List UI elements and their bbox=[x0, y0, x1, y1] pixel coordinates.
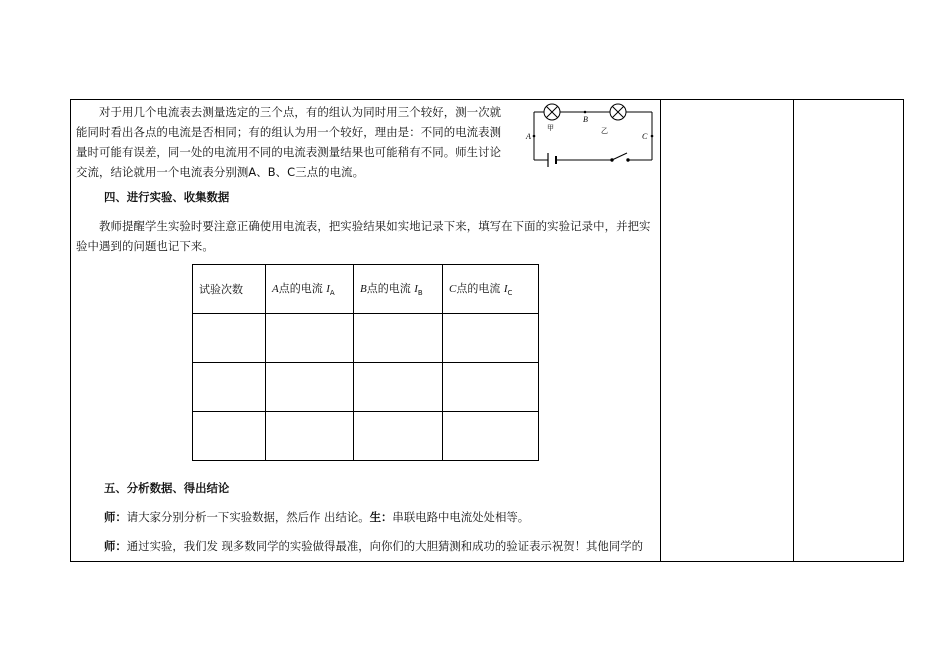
column-divider-1 bbox=[660, 99, 661, 561]
point-c-label: C bbox=[642, 132, 648, 141]
student-label: 生： bbox=[369, 510, 393, 524]
dialog-line-2 bbox=[104, 538, 643, 554]
header-point-c-current: C点的电流 $I_C$ bbox=[443, 265, 539, 314]
table-cell bbox=[443, 363, 539, 412]
instruction-paragraph: 教师提醒学生实验时要注意正确使用电流表，把实验结果如实地记录下来，填写在下面的实验记录中，并把实验中遇到的问题也记下来。 bbox=[76, 219, 651, 253]
teacher-text: 通过实验，我们发 现多数同学的实验做得最准，向你们的大胆猜测和成功的验证表示祝贺！其他同学的 bbox=[126, 539, 643, 553]
lamp-1-icon bbox=[544, 104, 560, 120]
teacher-label: 师： bbox=[104, 539, 127, 553]
table-cell bbox=[354, 314, 443, 363]
table-cell bbox=[443, 412, 539, 461]
lamp-2-label: 乙 bbox=[601, 127, 608, 135]
header-point-a-current: A点的电流 $I_A$ bbox=[266, 265, 354, 314]
header-point-b-current: B点的电流 $I_B$ bbox=[354, 265, 443, 314]
point-c-dot bbox=[651, 135, 654, 138]
column-divider-2 bbox=[793, 99, 794, 561]
table-cell bbox=[354, 363, 443, 412]
table-cell bbox=[266, 363, 354, 412]
table-cell bbox=[193, 314, 266, 363]
battery-icon bbox=[548, 153, 556, 167]
dialog-line-1 bbox=[104, 509, 529, 525]
point-b-dot bbox=[584, 111, 587, 114]
table-cell bbox=[443, 314, 539, 363]
section-4-heading: 四、进行实验、收集数据 bbox=[104, 190, 230, 204]
teacher-text: 请大家分别分析一下实验数据，然后作 出结论。 bbox=[126, 510, 370, 524]
table-cell bbox=[193, 412, 266, 461]
header-trial-count: 试验次数 bbox=[193, 265, 266, 314]
series-circuit-diagram bbox=[524, 100, 656, 172]
table-cell bbox=[354, 412, 443, 461]
table-row bbox=[193, 412, 539, 461]
lamp-2-icon bbox=[610, 104, 626, 120]
teacher-label: 师： bbox=[104, 510, 127, 524]
discussion-paragraph: 对于用几个电流表去测量选定的三个点，有的组认为同时用三个较好，测一次就能同时看出各点的电流是否相同；有的组认为用一个较好，理由是：不同的电流表测量时可能有误差，同一处的电流用不同的电流表测量结果也可能稍有不同。师生讨论交流，结论就用一个电流表分别测A、B、C三点的电流。 bbox=[76, 105, 502, 179]
table-header-row bbox=[193, 265, 539, 314]
table-cell bbox=[193, 363, 266, 412]
point-a-dot bbox=[533, 135, 536, 138]
point-b-label: B bbox=[583, 115, 588, 124]
experiment-record-table bbox=[192, 264, 539, 461]
table-cell bbox=[266, 412, 354, 461]
student-text: 串联电路中电流处处相等。 bbox=[392, 510, 530, 524]
table-row bbox=[193, 363, 539, 412]
table-cell bbox=[266, 314, 354, 363]
table-row bbox=[193, 314, 539, 363]
switch-icon bbox=[611, 153, 629, 161]
point-a-label: A bbox=[526, 132, 531, 141]
section-5-heading: 五、分析数据、得出结论 bbox=[104, 481, 230, 495]
lamp-1-label: 甲 bbox=[547, 124, 554, 132]
